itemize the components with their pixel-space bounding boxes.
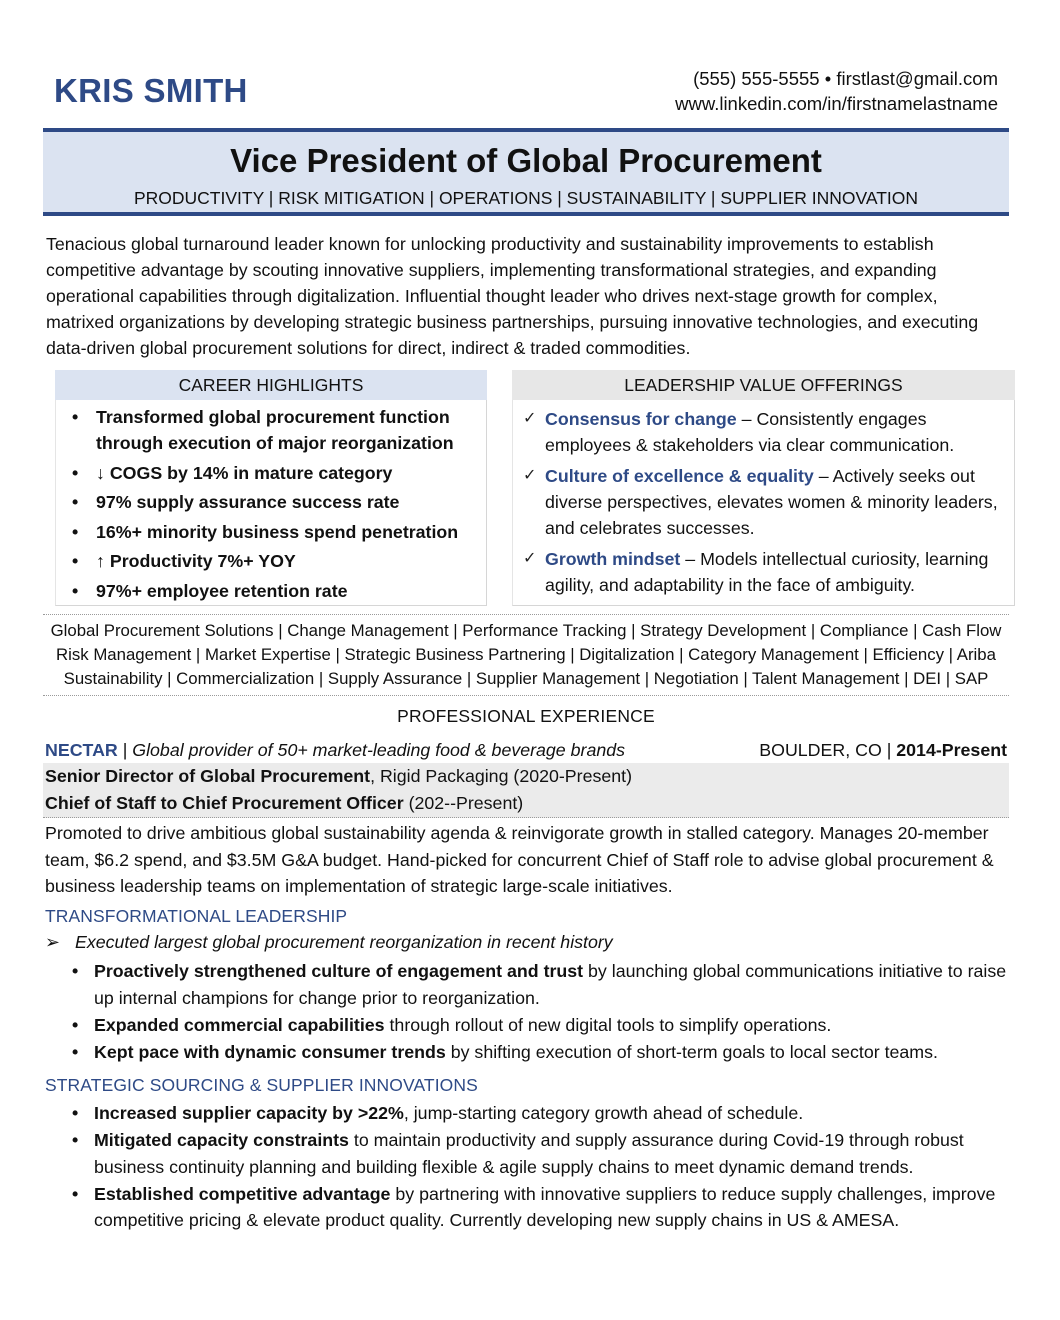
list-item (72, 1100, 1012, 1127)
achievement-bold: Expanded commercial capabilities (94, 1014, 385, 1035)
role-detail: , Rigid Packaging (2020-Present) (370, 766, 632, 786)
list-item (70, 489, 480, 515)
checkmark-icon: ✓ (523, 467, 537, 484)
bullet-icon: • (72, 1130, 79, 1150)
highlight-text: Transformed global procurement function through execution of major reorganization (96, 407, 454, 453)
arrow-icon: ➢ (45, 932, 60, 952)
offering-lead: Growth mindset (545, 549, 681, 569)
skills-block (43, 619, 1009, 691)
achievement-bold: Increased supplier capacity by >22% (94, 1103, 404, 1123)
subsection-heading: TRANSFORMATIONAL LEADERSHIP (45, 906, 348, 926)
role-line (45, 790, 523, 816)
resume-title: Vice President of Global Procurement (230, 142, 822, 179)
offering-lead: Culture of excellence & equality (545, 466, 814, 486)
list-item (70, 548, 480, 574)
summary-paragraph: Tenacious global turnaround leader known for unlocking productivity and sustainability improvements to establish competitive advantage by scouting innovative suppliers, implementing transformational strategies, and expanding operational capabilities through digitalization. Influential thought leader who drives next-stage growth for complex, matrixed organizations by developing strategic business partnerships, pursuing innovative technologies, and executing data-driven global procurement solutions for direct, indirect & traded commodities. (46, 234, 979, 358)
career-highlights-box (55, 370, 487, 606)
list-item (72, 1039, 1012, 1066)
location-dates (759, 737, 1007, 763)
checkmark-icon: ✓ (523, 550, 537, 567)
company-line (45, 737, 1007, 763)
achievement-text: by partnering with innovative suppliers to reduce supply challenges, improve competitive pricing & elevate product quality. Currently developing new supply chains in US & AMESA. (94, 1183, 996, 1230)
bullet-icon: • (72, 1041, 79, 1062)
skills-divider-top (43, 614, 1009, 615)
arrow-text: Executed largest global procurement reorganization in recent history (75, 932, 613, 952)
achievement-text: by shifting execution of short-term goals to local sector teams. (445, 1041, 938, 1062)
career-highlights-list (70, 404, 480, 607)
contact-phone-email: (555) 555-5555 • firstlast@gmail.com (693, 68, 998, 89)
bullet-icon: • (72, 551, 79, 571)
company-description: Global provider of 50+ market-leading food & beverage brands (132, 740, 626, 760)
subsection-heading: STRATEGIC SOURCING & SUPPLIER INNOVATIONS (45, 1075, 478, 1095)
company-separator: | (117, 740, 133, 760)
experience-heading: PROFESSIONAL EXPERIENCE (397, 706, 655, 726)
achievement-text: through rollout of new digital tools to simplify operations. (384, 1014, 832, 1035)
offering-text: – Consistently engages employees & stakeholders via clear communication. (545, 409, 955, 455)
role-line (45, 763, 632, 789)
role-title: Senior Director of Global Procurement (45, 766, 371, 786)
achievement-text: , jump-starting category growth ahead of schedule. (403, 1103, 804, 1123)
career-highlights-body (55, 400, 487, 606)
bullet-icon: • (72, 492, 79, 512)
skills-line: Sustainability | Commercialization | Supply Assurance | Supplier Management | Negotiation | Talent Management | DEI | SAP (63, 669, 989, 688)
list-item (72, 1181, 1012, 1234)
highlight-text: 16%+ minority business spend penetration (96, 521, 459, 542)
skills-line: Global Procurement Solutions | Change Management | Performance Tracking | Strategy Development | Compliance | Cash Flow (50, 621, 1002, 640)
list-item (72, 1127, 1012, 1180)
leadership-body (512, 400, 1015, 606)
list-item (72, 958, 1012, 1011)
offering-text: – Models intellectual curiosity, learning agility, and adaptability in the face of ambiguity. (545, 549, 989, 595)
achievement-bold: Proactively strengthened culture of engagement and trust (94, 961, 584, 981)
bullet-icon: • (72, 462, 79, 483)
achievement-text: to maintain productivity and supply assurance during Covid-19 through robust business continuity planning and building flexible & agile supply chains to meet dynamic demand trends. (94, 1130, 964, 1177)
list-item (72, 1012, 1012, 1039)
list-item (523, 546, 1013, 598)
checkmark-icon: ✓ (523, 410, 537, 427)
title-band (43, 128, 1009, 216)
achievement-bold: Mitigated capacity constraints (94, 1130, 349, 1150)
company-name: NECTAR (45, 740, 118, 760)
achievement-bold: Established competitive advantage (94, 1183, 391, 1204)
bullet-icon: • (72, 1183, 79, 1204)
dates: 2014-Present (896, 740, 1007, 760)
bullet-icon: • (72, 1103, 79, 1123)
experience-description: Promoted to drive ambitious global sustainability agenda & reinvigorate growth in stalled category. Manages 20-member team, $6.2 spend, and $3.5M G&A budget. Hand-picked for concurrent Chief of Staff role to advise global procurement & business leadership teams on implementation of strategic large-scale initiatives. (45, 823, 994, 896)
offering-text: – Actively seeks out diverse perspectives, elevates women & minority leaders, and celebrates successes. (545, 466, 998, 538)
leadership-list (523, 406, 1013, 603)
bullet-icon: • (72, 961, 79, 981)
highlight-text: ↓ COGS by 14% in mature category (96, 462, 393, 483)
list-item (70, 519, 480, 545)
role-detail: (202--Present) (403, 793, 524, 813)
skills-divider-bottom (43, 695, 1009, 696)
leadership-box (512, 370, 1015, 606)
list-item (523, 406, 1013, 458)
contact-linkedin: www.linkedin.com/in/firstnamelastname (675, 93, 998, 114)
list-item (70, 460, 480, 486)
list-item (523, 463, 1013, 541)
career-highlights-heading: CAREER HIGHLIGHTS (55, 370, 487, 400)
bullet-icon: • (72, 407, 79, 427)
achievement-text: by launching global communications initiative to raise up internal champions for change prior to reorganization. (94, 961, 1007, 1008)
resume-subtitle: PRODUCTIVITY | RISK MITIGATION | OPERATIONS | SUSTAINABILITY | SUPPLIER INNOVATION (133, 188, 919, 208)
offering-lead: Consensus for change (545, 409, 737, 429)
achievement-bold: Kept pace with dynamic consumer trends (94, 1041, 446, 1062)
skills-line: Risk Management | Market Expertise | Strategic Business Partnering | Digitalization | Category Management | Efficiency | Ariba (56, 645, 996, 664)
arrow-point (45, 932, 613, 953)
role-title: Chief of Staff to Chief Procurement Officer (45, 793, 404, 813)
bullet-icon: • (72, 1014, 79, 1035)
highlight-text: ↑ Productivity 7%+ YOY (96, 551, 296, 571)
roles-band (43, 763, 1009, 818)
bullet-icon: • (72, 521, 79, 542)
contact-block (675, 66, 998, 116)
location: BOULDER, CO | (759, 740, 897, 760)
achievements-list (72, 958, 1012, 1066)
leadership-heading: LEADERSHIP VALUE OFFERINGS (512, 370, 1015, 400)
candidate-name: KRIS SMITH (54, 72, 248, 109)
list-item (70, 404, 480, 456)
list-item (70, 578, 480, 604)
highlight-text: 97% supply assurance success rate (96, 492, 400, 512)
highlight-text: 97%+ employee retention rate (96, 580, 348, 601)
bullet-icon: • (72, 580, 79, 601)
achievements-list (72, 1100, 1012, 1234)
